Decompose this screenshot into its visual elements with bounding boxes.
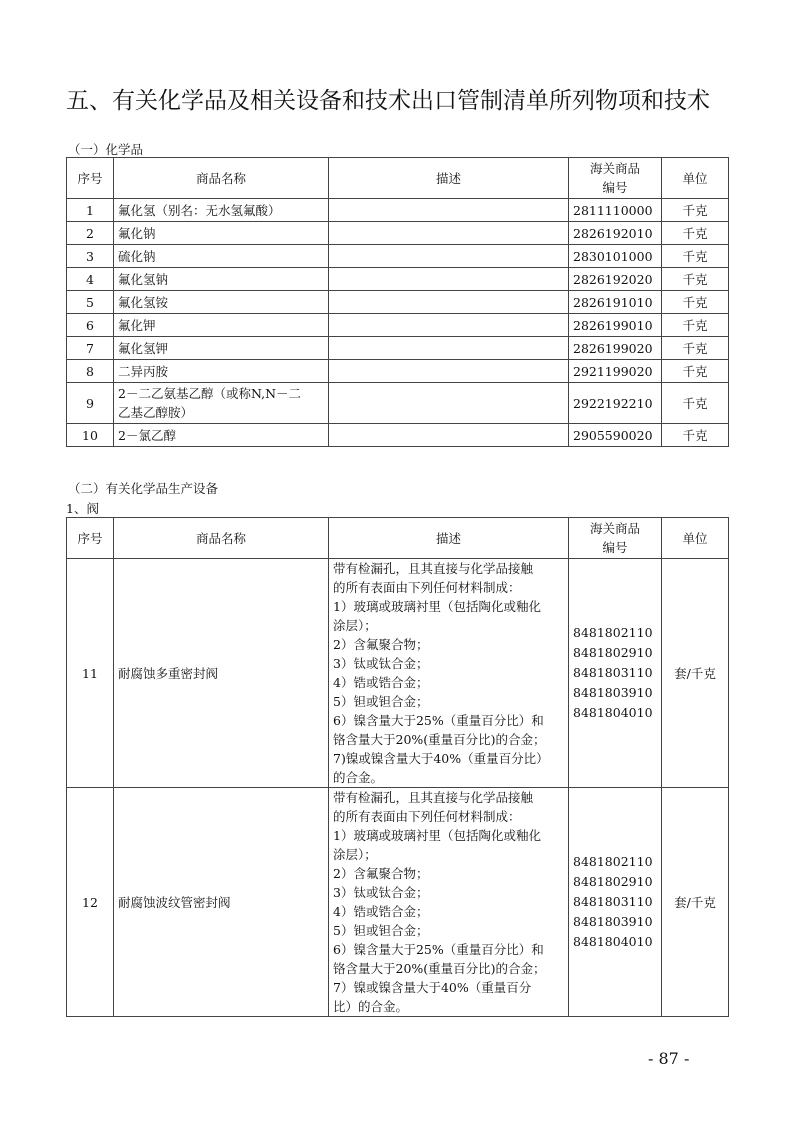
desc-line: 带有检漏孔，且其直接与化学品接触 (333, 561, 534, 576)
desc-line: 3）钛或钛合金； (333, 885, 429, 900)
cell-code: 2922192210 (569, 383, 662, 424)
valves-table (66, 517, 729, 1017)
cell-name-line1: 2－二乙氨基乙醇（或称N,N－二 (118, 386, 302, 401)
cell-unit: 千克 (662, 199, 729, 222)
cell-desc (329, 291, 569, 314)
cell-name: 氟化氢（别名：无水氢氟酸） (114, 199, 329, 222)
header-code-line2: 编号 (602, 540, 628, 555)
page-title: 五、有关化学品及相关设备和技术出口管制清单所列物项和技术 (66, 88, 710, 114)
cell-code: 2905590020 (569, 424, 662, 447)
cell-name: 耐腐蚀多重密封阀 (114, 559, 329, 788)
section-2-sublabel: 1、阀 (66, 501, 99, 516)
cell-seq: 9 (67, 383, 114, 424)
header-code-line2: 编号 (602, 180, 628, 195)
table-row (67, 788, 729, 1017)
cell-desc (329, 424, 569, 447)
cell-seq: 2 (67, 222, 114, 245)
header-name: 商品名称 (114, 518, 329, 559)
desc-line: 6）镍含量大于25%（重量百分比）和 (333, 713, 544, 728)
cell-seq: 5 (67, 291, 114, 314)
desc-line: 涂层）； (333, 847, 377, 862)
hs-code: 8481804010 (573, 705, 653, 720)
hs-code: 8481803110 (573, 665, 653, 680)
cell-desc (329, 559, 569, 788)
hs-code: 8481802110 (573, 854, 653, 869)
cell-name (114, 383, 329, 424)
header-seq: 序号 (67, 158, 114, 199)
hs-code: 8481802910 (573, 874, 653, 889)
cell-name-line2: 乙基乙醇胺） (118, 405, 194, 420)
cell-code: 2826199020 (569, 337, 662, 360)
cell-code: 2826192020 (569, 268, 662, 291)
header-desc: 描述 (329, 158, 569, 199)
header-code (569, 158, 662, 199)
desc-line: 4）锆或锆合金； (333, 904, 429, 919)
desc-line: 6）镍含量大于25%（重量百分比）和 (333, 942, 544, 957)
cell-desc (329, 222, 569, 245)
header-seq: 序号 (67, 518, 114, 559)
cell-unit: 千克 (662, 424, 729, 447)
cell-name: 硫化钠 (114, 245, 329, 268)
page-number: - 87 - (648, 1049, 690, 1068)
table-row (67, 424, 729, 447)
desc-line: 5）钽或钽合金； (333, 694, 429, 709)
desc-line: 1）玻璃或玻璃衬里（包括陶化或釉化 (333, 828, 541, 843)
hs-code: 8481803910 (573, 685, 653, 700)
cell-name: 二异丙胺 (114, 360, 329, 383)
table-header-row (67, 158, 729, 199)
cell-code: 2826191010 (569, 291, 662, 314)
desc-line: 7）镍或镍含量大于40%（重量百分 (333, 980, 532, 995)
section-2-label: （二）有关化学品生产设备 (68, 481, 219, 496)
table-row (67, 559, 729, 788)
header-code (569, 518, 662, 559)
desc-line: 的合金。 (333, 770, 384, 785)
desc-line: 7)镍或镍含量大于40%（重量百分比） (333, 751, 549, 766)
header-unit: 单位 (662, 158, 729, 199)
cell-desc (329, 245, 569, 268)
cell-desc (329, 314, 569, 337)
desc-line: 的所有表面由下列任何材料制成： (333, 809, 521, 824)
cell-unit: 套/千克 (662, 788, 729, 1017)
desc-line: 4）锆或锆合金； (333, 675, 429, 690)
table-row (67, 199, 729, 222)
table-row (67, 222, 729, 245)
cell-desc (329, 268, 569, 291)
header-name: 商品名称 (114, 158, 329, 199)
cell-seq: 1 (67, 199, 114, 222)
cell-code: 2826192010 (569, 222, 662, 245)
table-row (67, 291, 729, 314)
header-code-line1: 海关商品 (589, 521, 640, 536)
cell-unit: 套/千克 (662, 559, 729, 788)
desc-line: 2）含氟聚合物； (333, 866, 429, 881)
desc-line: 铬含量大于20%(重量百分比)的合金； (333, 732, 546, 747)
table-row (67, 360, 729, 383)
desc-line: 带有检漏孔，且其直接与化学品接触 (333, 790, 534, 805)
table-header-row (67, 518, 729, 559)
desc-line: 2）含氟聚合物； (333, 637, 429, 652)
header-desc: 描述 (329, 518, 569, 559)
cell-code: 2921199020 (569, 360, 662, 383)
cell-seq: 6 (67, 314, 114, 337)
cell-unit: 千克 (662, 360, 729, 383)
table-row (67, 314, 729, 337)
desc-line: 涂层）； (333, 618, 377, 633)
cell-seq: 4 (67, 268, 114, 291)
cell-seq: 8 (67, 360, 114, 383)
cell-seq: 10 (67, 424, 114, 447)
cell-codes (569, 788, 662, 1017)
cell-desc (329, 337, 569, 360)
cell-codes (569, 559, 662, 788)
cell-desc (329, 383, 569, 424)
cell-unit: 千克 (662, 383, 729, 424)
desc-line: 1）玻璃或玻璃衬里（包括陶化或釉化 (333, 599, 541, 614)
hs-code: 8481803110 (573, 894, 653, 909)
cell-unit: 千克 (662, 291, 729, 314)
cell-name: 氟化钾 (114, 314, 329, 337)
cell-name: 氟化氢铵 (114, 291, 329, 314)
table-row (67, 245, 729, 268)
cell-desc (329, 360, 569, 383)
cell-code: 2811110000 (569, 199, 662, 222)
hs-code: 8481802110 (573, 625, 653, 640)
desc-line: 3）钛或钛合金； (333, 656, 429, 671)
desc-line: 的所有表面由下列任何材料制成： (333, 580, 521, 595)
cell-code: 2826199010 (569, 314, 662, 337)
desc-line: 比）的合金。 (333, 999, 409, 1014)
header-code-line1: 海关商品 (589, 161, 640, 176)
desc-line: 铬含量大于20%(重量百分比)的合金； (333, 961, 546, 976)
cell-unit: 千克 (662, 337, 729, 360)
desc-line: 5）钽或钽合金； (333, 923, 429, 938)
chemicals-table (66, 157, 729, 447)
cell-name: 氟化氢钾 (114, 337, 329, 360)
header-unit: 单位 (662, 518, 729, 559)
cell-name: 氟化钠 (114, 222, 329, 245)
cell-desc (329, 788, 569, 1017)
cell-name: 氟化氢钠 (114, 268, 329, 291)
hs-code: 8481802910 (573, 645, 653, 660)
cell-unit: 千克 (662, 245, 729, 268)
cell-desc (329, 199, 569, 222)
cell-unit: 千克 (662, 222, 729, 245)
hs-code: 8481803910 (573, 914, 653, 929)
cell-code: 2830101000 (569, 245, 662, 268)
table-row (67, 268, 729, 291)
hs-code: 8481804010 (573, 934, 653, 949)
cell-name: 2－氯乙醇 (114, 424, 329, 447)
cell-name: 耐腐蚀波纹管密封阀 (114, 788, 329, 1017)
table-row (67, 383, 729, 424)
cell-unit: 千克 (662, 314, 729, 337)
cell-seq: 11 (67, 559, 114, 788)
cell-seq: 7 (67, 337, 114, 360)
table-row (67, 337, 729, 360)
cell-seq: 3 (67, 245, 114, 268)
cell-seq: 12 (67, 788, 114, 1017)
cell-unit: 千克 (662, 268, 729, 291)
section-1-label: （一）化学品 (68, 142, 144, 157)
